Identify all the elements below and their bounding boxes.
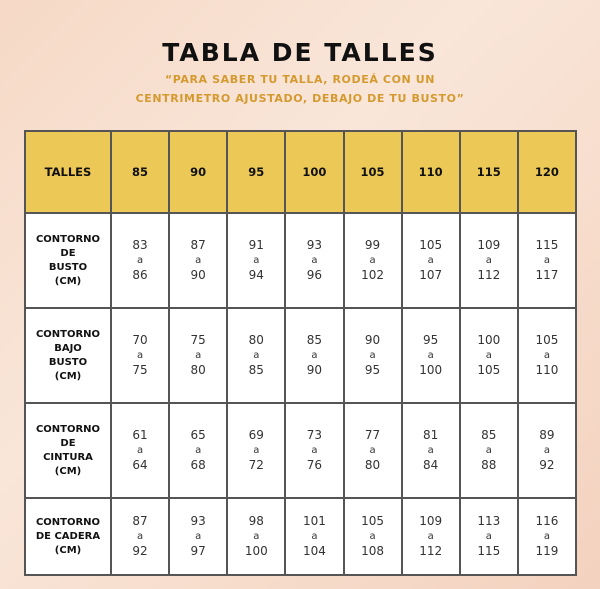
size-header-85: 85 [111,131,169,213]
range-min: 69 [248,428,264,442]
range-separator: a [543,531,550,542]
range-separator: a [253,445,260,456]
range-max: 92 [132,544,148,558]
range-separator: a [427,445,434,456]
row-label [25,498,111,575]
row-label-line: BUSTO [48,261,88,273]
measurement-cell [169,213,227,308]
range-separator: a [543,350,550,361]
range-max: 75 [132,363,148,377]
range-separator: a [369,531,376,542]
range-min: 116 [535,514,559,528]
measurement-cell [402,308,460,403]
range-min: 70 [132,333,148,347]
measurement-cell [111,308,169,403]
range-separator: a [136,255,144,266]
range-min: 100 [477,333,501,347]
range-max: 94 [248,268,264,282]
range-separator: a [427,255,434,266]
range-min: 93 [306,238,323,252]
row-label-line: CONTORNO [35,516,101,528]
range-min: 85 [481,428,497,442]
range-separator: a [195,255,202,266]
header-label: TALLES [25,131,111,213]
range-min: 105 [419,238,443,252]
range-min: 83 [132,238,148,252]
measurement-cell [169,403,227,498]
measurement-cell [344,213,402,308]
range-separator: a [369,445,376,456]
table-row [25,308,576,403]
range-min: 87 [132,514,148,528]
row-label [25,213,111,308]
range-min: 73 [306,428,323,442]
range-separator: a [427,350,434,361]
measurement-cell [169,308,227,403]
range-separator: a [485,255,492,266]
size-header-100: 100 [285,131,343,213]
size-header-105: 105 [344,131,402,213]
row-label-line: (CM) [54,544,82,556]
range-separator: a [369,350,376,361]
row-label-line: BAJO [54,342,82,354]
range-separator: a [311,255,318,266]
table-row [25,498,576,575]
range-max: 90 [306,363,323,377]
range-max: 117 [535,268,559,282]
row-label-line: (CM) [54,275,82,287]
range-max: 88 [481,458,497,472]
range-max: 76 [306,458,323,472]
measurement-cell [518,213,576,308]
range-min: 85 [306,333,323,347]
measurement-cell [460,498,518,575]
range-min: 98 [248,514,264,528]
range-max: 86 [132,268,148,282]
range-separator: a [543,445,550,456]
range-max: 96 [306,268,323,282]
range-min: 90 [364,333,381,347]
range-max: 80 [364,458,381,472]
measurement-cell [111,498,169,575]
row-label-line: BUSTO [48,356,88,368]
size-chart-table [24,130,577,576]
range-min: 105 [361,514,385,528]
range-max: 84 [423,458,439,472]
range-max: 97 [190,544,206,558]
range-separator: a [311,445,318,456]
range-min: 75 [190,333,206,347]
measurement-cell [285,498,343,575]
range-min: 93 [190,514,206,528]
range-max: 72 [248,458,264,472]
range-separator: a [485,531,492,542]
size-header-95: 95 [227,131,285,213]
range-separator: a [253,255,260,266]
row-label-line: (CM) [54,465,82,477]
range-max: 104 [302,544,326,558]
range-separator: a [485,445,492,456]
range-min: 115 [535,238,559,252]
size-header-120: 120 [518,131,576,213]
measurement-cell [227,403,285,498]
range-max: 92 [539,458,555,472]
range-max: 108 [361,544,385,558]
range-max: 64 [132,458,148,472]
range-min: 80 [248,333,264,347]
measurement-cell [227,213,285,308]
range-min: 99 [364,238,381,252]
range-min: 91 [248,238,264,252]
table-row [25,213,576,308]
range-min: 89 [539,428,555,442]
header-row [25,131,576,213]
range-separator: a [253,531,260,542]
measurement-cell [111,213,169,308]
size-header-110: 110 [402,131,460,213]
measurement-cell [344,498,402,575]
range-separator: a [311,531,318,542]
range-min: 61 [132,428,148,442]
range-separator: a [195,531,202,542]
range-max: 115 [477,544,501,558]
row-label-line: CINTURA [43,451,93,463]
row-label-line: CONTORNO [35,328,101,340]
range-separator: a [136,445,144,456]
range-min: 77 [364,428,381,442]
range-min: 109 [477,238,501,252]
range-separator: a [136,531,144,542]
measurement-cell [460,403,518,498]
size-header-90: 90 [169,131,227,213]
range-min: 113 [477,514,501,528]
measurement-cell [402,498,460,575]
measurement-cell [518,498,576,575]
row-label [25,308,111,403]
range-min: 87 [190,238,206,252]
subtitle-line-2: CENTRIMETRO AJUSTADO, DEBAJO DE TU BUSTO” [135,92,465,105]
range-separator: a [311,350,318,361]
range-max: 112 [477,268,501,282]
measurement-cell [169,498,227,575]
range-max: 80 [190,363,206,377]
measurement-cell [460,308,518,403]
table-body [25,213,576,575]
row-label-line: DE [60,437,76,449]
measurement-cell [285,213,343,308]
range-max: 107 [419,268,443,282]
range-max: 100 [244,544,268,558]
range-max: 85 [248,363,264,377]
measurement-cell [518,308,576,403]
measurement-cell [111,403,169,498]
measurement-cell [402,213,460,308]
range-separator: a [195,350,202,361]
range-max: 68 [190,458,206,472]
range-max: 90 [190,268,206,282]
range-min: 81 [423,428,439,442]
range-max: 95 [364,363,381,377]
range-separator: a [543,255,550,266]
range-separator: a [253,350,260,361]
measurement-cell [285,308,343,403]
range-separator: a [427,531,434,542]
range-min: 95 [423,333,439,347]
range-separator: a [369,255,376,266]
range-min: 101 [302,514,326,528]
measurement-cell [285,403,343,498]
row-label-line: CONTORNO [35,233,101,245]
range-separator: a [485,350,492,361]
page-subtitle [0,70,600,108]
range-max: 105 [477,363,501,377]
row-label-line: CONTORNO [35,423,101,435]
page-title: TABLA DE TALLES [162,38,438,67]
range-max: 110 [535,363,559,377]
measurement-cell [344,403,402,498]
range-max: 100 [419,363,443,377]
measurement-cell [344,308,402,403]
row-label-line: DE CADERA [35,530,101,542]
measurement-cell [460,213,518,308]
measurement-cell [227,308,285,403]
subtitle-line-1: “PARA SABER TU TALLA, RODEÁ CON UN [164,73,436,86]
range-min: 109 [419,514,443,528]
range-max: 102 [361,268,385,282]
measurement-cell [227,498,285,575]
row-label-line: DE [60,247,76,259]
range-min: 105 [535,333,559,347]
range-max: 112 [419,544,443,558]
row-label [25,403,111,498]
range-max: 119 [535,544,559,558]
table-row [25,403,576,498]
range-min: 65 [190,428,206,442]
range-separator: a [136,350,144,361]
size-header-115: 115 [460,131,518,213]
range-separator: a [195,445,202,456]
measurement-cell [402,403,460,498]
measurement-cell [518,403,576,498]
row-label-line: (CM) [54,370,82,382]
